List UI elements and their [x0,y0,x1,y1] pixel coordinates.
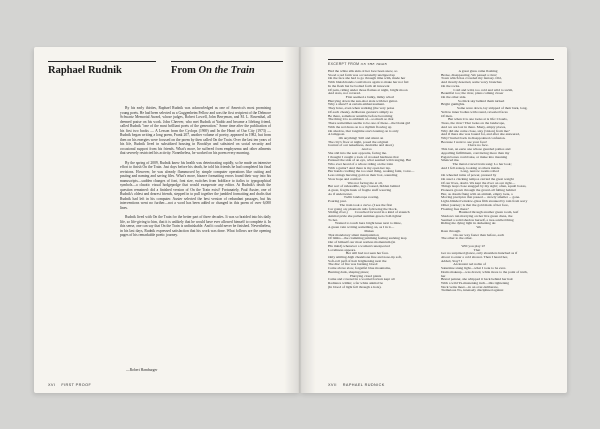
poem-line: On the other side. [441,95,467,100]
poem-line: And stars, not covered. [328,91,361,96]
poem-line: Sliding river.) Crouched forward in a kind of staunch [328,210,410,215]
poem-line: Was not facing me at all, [328,180,383,185]
poem-line: Radiance within; a far white animal be [328,280,383,285]
poem-line: The metal-voiced train sang: Lo her look; [441,161,512,166]
poem-line: Raze through. [441,228,461,233]
poem-line: Beautiful too; the river, plans coming closer [441,91,504,96]
poem-line: (In blood of light fell through a hole). [328,284,382,289]
poem-line: Why? hurled back in disappointed confusion. [441,135,506,140]
poem-line: In the flesh but be bodied forth all innocent [328,83,390,88]
poem-line: And I fell asleep, looking at others inside. [441,165,501,170]
poem-line: Doms makeup—was drawn; while more to the point of truth, [441,269,528,274]
poem-line: Of men. [441,113,453,118]
poem-line: With a wild Ya-mustening inch—this tightening [441,280,510,285]
poem-line: The disc of fire was burning blood: [328,262,379,267]
excerpt-top-rule [328,59,554,60]
author-heading: Raphael Rudnik [48,65,122,76]
poem-line: And so [328,147,372,152]
poem-line: But when it is one looks at is life: Clouds, [441,117,508,122]
intro-paragraph: By his early thirties, Raphael Rudnik was acknowledged as one of America's most promising young poets. He had been selected as a Guggenheim Fellow and was the first recipient of the Delmore Schwartz Memorial Award, whose judges, Robert Lowell, John Berryman, and M. L. Rosenthal, all deemed praise on his work. John Cheever, who met Rudnik at Yaddo and became a lifelong friend, called Rudnik "one of the most brilliant poets of the generation." Some time after the publication of his first two books — A Lesson from the Cyclops (1969) and In the Heart of Our City (1973) — Rudnik began writing a long poem, Frank 207, another volume of poetry, appeared in 1982, but from then on his energies were focused on the poem by then called On the Train. Over the last ten years of his life, Rudnik lived in subsidized housing in Brooklyn and subsisted on social security and occasional support from his friends. What's more, he suffered from emphysema and other ailments that severely restricted his activity. Nonetheless, he worked on his poem every morning. [120,106,271,156]
poem-line: With a guitar? And there is my open her lap. [328,165,391,170]
right-page-number: XVII [328,383,337,387]
poem-line: Town which has crowded my fantasy. Old, [441,76,502,81]
poem-line: Why a shawl? A certain embarrassment. [328,102,385,107]
poem-line: The train took a curve. (I see the first [328,202,393,207]
poem-line: Out of himself our most restless momentum (in [328,240,396,245]
poem-line: her [441,273,446,278]
poem-line: Things leapt close snagged by my sight; often, squall boxes, [441,184,527,189]
poem-line: Burning dark, shaping pines; [328,269,369,274]
right-folio [328,383,385,387]
poem-line: Came and covered in a worried forlorn kept all [328,277,395,282]
poem-line: Cold and wild, too cold and wild to swim, [441,87,514,92]
poem-line: Come above slow, forgetful blue mountains, [328,266,391,271]
poem-line: On wheeled ruins of power, pressed by [441,173,497,178]
poem-line: Car going on; phantom rails following the block. [328,206,398,211]
poem-line: Bright gunlights. [441,102,466,107]
poem-line: Brutal painter, she whipped it back behind her hair [441,277,513,282]
poem-line: Because I went to see your face! [441,139,488,144]
poem-line: There sometimes seems to be one of these—the blank girl [328,121,411,126]
poem-line: Her still had not seen her face. [328,251,389,256]
poem-line: Less strings bursting gold on their box, sounding [328,173,398,178]
poem-line: On the face she had to go through time with, made her [328,76,406,81]
poem-line: Added, Stay? I [441,258,463,263]
intro-paragraph: By the spring of 2009, Rudnik knew his health was deteriorating rapidly, so he made an intensive effort to finish On the Train. Just days before his death, he told his friends he had completed his final revisions. However, he was already flummoxed by simple computer operations like cutting and pasting and naming and saving files. What's more, bizarre formatting errors found their way into his manuscripts—sudden changes of font, font size, switches from boldface to italics to typographical symbols—a chaotic visual hodgepodge that would exasperate any editor. At Rudnik's death the question remained: did a finished version of On the Train exist? Fortunately, Paul Auster, one of Rudnik's oldest and dearest friends, stepped in to pull together the jumbled formatting and drafts that Rudnik had left in his computer. Auster selected the best version of redundant passages, but his interventions went no further—not a word has been added or changed in this poem of over 6,000 lines. [120,160,271,210]
poem-line: Wanted to touch here bright knee next to mine, [328,221,402,226]
poem-line: An instant red noble of [441,262,486,267]
poem-line: Floating free there? [441,206,469,211]
poem-line: Animal pride she pulled summer-green cloth tighter [328,214,402,219]
signature: —Robert Hamburger [126,368,158,372]
poem-line: Pagan bones could take, or make into meaning [441,154,508,159]
poem-line: Hurrying down the sun-shot aisle with her guitar. [328,98,398,103]
poem-column-left [328,70,436,378]
poem-line: But sort of sidesaddle, legs crossed, hidden behind [328,184,400,189]
left-page [34,47,300,393]
poem-line: Only smiling-high cheekbone fine and nose-tip soft, [328,254,402,259]
poem-line: Pursued the side of an eye, what seemed wild ranging. But [328,158,412,163]
poem-line: Got no surprised glance, only shoulders hunched as if [441,251,518,256]
poem-line: On the rocks. [441,83,461,88]
poem-line: Tremulous No, intensely disciplined against [441,288,504,293]
left-page-number: XVI [48,383,56,387]
poem-line: She slid into the seat opposite, facing me. [328,150,388,155]
poem-line: Stood a red farm was occasionally unzipped up [328,72,396,77]
poem-line: Appalling fulfillment, convincing more than my [441,150,510,155]
poem-line: Will you play it? [441,243,486,248]
poem-line: Trees, the river! That looks on the landscape, [441,121,505,126]
poem-line: As if underwater. [328,191,353,196]
poem-line: Of pain, riding under those flames at night, bright moon [328,87,408,92]
poem-line: A lamppost. [328,132,346,137]
poem-line: His mind) whenever a woman's unexpected [328,243,390,248]
poem-line: Loveliness appears. [328,247,356,252]
poem-line: A great glass came flashing [441,70,498,73]
poem-line: Who ever heard of a whore riding on the train [328,161,394,166]
poem-line: On our way faster than before, each [441,232,505,237]
poem-line: They have, even when walking (the very poise [328,106,395,111]
header-rule-author [48,61,156,62]
left-running-footer: FIRST PROOF [61,383,92,387]
poem-line: And mostly deserted, some wavy branches [441,80,502,85]
poem-line: Saturnine stung light—what I took to be ever- [441,266,507,271]
poem-line: About to enter a cold shower. Then I heard her, [441,254,508,259]
poem-line: This last, an eerie one whose guarded pathos and [441,147,511,152]
poem-line: Neck veins meet—in on over-deliberate, [441,284,499,289]
poem-title-heading: From On the Train [171,65,255,76]
poem-line: First seemed a bulky, milky whorl [328,95,395,100]
poem-column-right [441,70,555,378]
poem-line: We [441,225,482,230]
poem-line: The thing it is as emblem of—so much so that [328,117,394,122]
poem-line: Silenced me. [441,158,460,163]
poem-line: To her. [328,217,338,222]
poem-line: Of limbs—the cramming jamming feeling sucking leap [328,236,407,241]
poem-line: Other journey; is that the gold mark of her face, [441,202,509,207]
poem-line: Journal of our nakedness, desirable and dead.) [328,143,394,148]
poem-line: Hurrying cloud plants [328,273,382,278]
poem-line: So thick sky behind them nicked [441,98,505,103]
poem-line: Yellow inner bodies with round, revealed faces [441,109,508,114]
poem-title-italic: On the Train [198,65,255,76]
poem-line: Light-blinded window-glass filth streaked by rain from sorry [441,199,528,204]
open-book [34,47,567,393]
poem-line: I have no face. [441,143,489,148]
right-page [300,47,567,393]
poem-line: Shadows run marrying on her live green dress, the [441,214,513,219]
poem-line: That [441,247,481,252]
poem-line: Broke, disappearing. We passed a river; [441,72,498,77]
poem-line: Pouring past. [328,199,347,204]
excerpt-label: EXCERPT FROM ON THE TRAIN [328,62,388,66]
poem-line: Her, as dream flung with an airmail, empty look, a [441,191,513,196]
poem-line: The other to the other. [441,236,473,241]
excerpt-title: ON THE TRAIN [360,62,388,66]
introduction-text [120,106,271,242]
poem-line: That mandatory silent manipulation [328,232,379,237]
poem-line: Slow hope and comfort. [328,176,363,181]
right-running-footer: RAPHAEL RUDNICK [342,383,385,387]
poem-line: I thought I caught a look of crooked hardness that [328,154,399,159]
poem-line: A great, fragile husk of fragile stuff weaving [328,188,392,192]
header-rule-title [171,61,283,62]
poem-line: Why did she come close, stay (vision) from me? [441,128,510,133]
poem-line: The city's floor at night, posed the original [328,139,389,144]
poem-line: Moving precipice that passed ... slowly smaller ... gone. [441,195,521,200]
poem-line: And if there she was bound for, and after she answered, [441,132,520,137]
poem-line: Haunted through another green room, leaf [441,210,519,215]
intro-paragraph: Rudnik lived with On the Train for the better part of three decades. It was so braided into his daily life, so life-giving to him, that it is unlikely that he would have ever allowed himself to complete it. In this sense, one can say that On the Train is unfinishable. And it could never be finished. Nevertheless, in his last days, Rudnik expressed satisfaction that his work was done. What follows are the opening pages of his remarkable poetic journey. [120,215,271,238]
poem-line: Had the white silk skin of her face been snow, so [328,70,398,73]
poem-line: Makes [328,228,374,233]
poem-line: On steel a clacking tempos carried the great weight [441,176,514,181]
left-folio [48,383,91,387]
poem-line: Her hands cradling the too steel thing, soaking faint, voice— [328,169,415,174]
poem-line: Oh anything! Still and silent on [328,135,384,140]
poem-line: Long, narrow rooms rolled [441,169,499,174]
poem-line: Pioneers grown through the gravel-all falling behind [441,188,516,192]
poem-line: With bluish hands could move again to make her not fail [328,80,409,85]
poem-line: Riding me dying light in darkening air. [441,221,497,226]
poem-line: And we are lost in there. Many, empty places, [441,124,507,129]
poem-line: A green vein writing something on, as I in it— [328,225,395,230]
poem-line: On shadow, that longtime one's leaning on is only [328,128,399,133]
poem-line: With the red dress on is a rhythm flowing up [328,124,392,129]
poem-line: Be there, somehow sensible before becoming [328,113,393,118]
poem-line: Some were down, lay stripped of their bark, long, [441,106,528,111]
poem-line: Of each cheek), deliberate gesture's simply so [328,109,393,114]
poem-line: Seemed a solid shadow herself, a tree-sculled thing [441,217,514,222]
poem-line: Of our lives, doubt. We kept the river on our right— [441,180,516,185]
poem-line: Soft-roll puff of hair brightening next the [328,258,387,263]
poem-line: Twilit landscape roaring. [328,195,380,200]
